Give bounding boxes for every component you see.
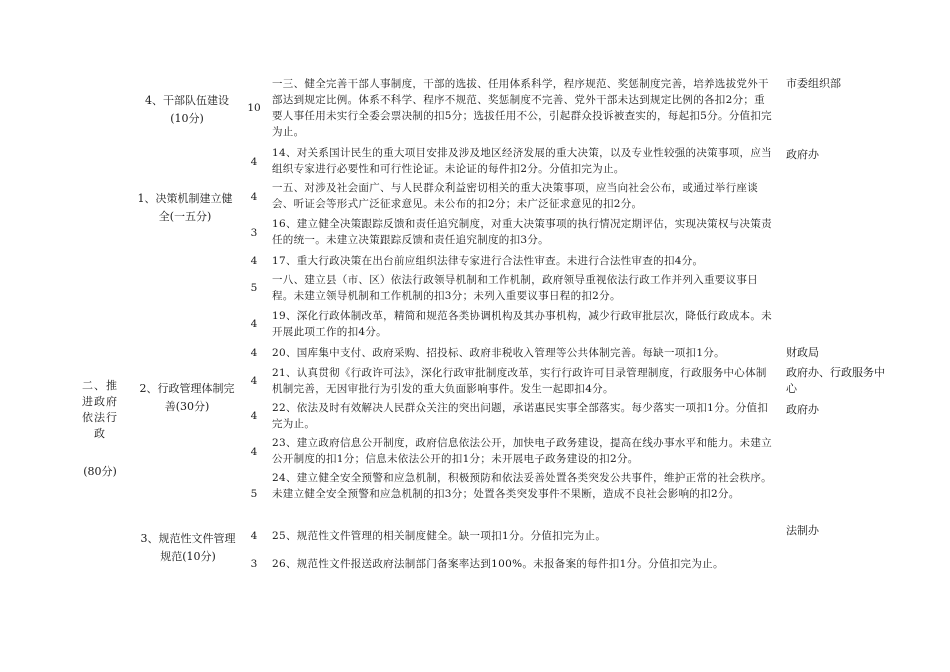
subcategory-name: 全(一五分) bbox=[158, 210, 212, 223]
subcategory-name: 3、规范性文件管理 bbox=[140, 532, 236, 545]
category-line: 依法行 bbox=[82, 411, 118, 424]
category-points: (80分) bbox=[83, 465, 117, 478]
criteria-item-22: 22、依法及时有效解决人民群众关注的突出问题，承诺惠民实事全部落实。每少落实一项扣1分。分值扣完为止。 bbox=[272, 402, 769, 430]
responsible-department: 法制办 bbox=[786, 524, 819, 537]
item-score: 3 bbox=[250, 227, 258, 239]
criteria-item-19: 19、深化行政体制改革，精简和规范各类协调机构及其办事机构，减少行政审批层次，降低行政成本。未开展此项工作的扣4分。 bbox=[272, 310, 772, 338]
category-line: 进政府 bbox=[82, 395, 118, 408]
responsible-department: 政府办 bbox=[786, 403, 819, 416]
criteria-item-23: 23、建立政府信息公开制度，政府信息依法公开，加快电子政务建设，提高在线办事水平和能力。未建立公开制度的扣1分；信息未依法公开的扣1分；未开展电子政务建设的扣2分。 bbox=[272, 437, 772, 465]
subcategory-points: (10分) bbox=[170, 112, 204, 125]
criteria-item-17: 17、重大行政决策在出台前应组织法律专家进行合法性审查。未进行合法性审查的扣4分。 bbox=[272, 255, 704, 267]
criteria-item-20: 20、国库集中支付、政府采购、招投标、政府非税收入管理等公共体制完善。每缺一项扣1分。 bbox=[272, 347, 725, 359]
responsible-department: 政府办 bbox=[786, 148, 819, 161]
subcategory-name: 善(30分) bbox=[164, 400, 210, 413]
subcategory-normative-docs bbox=[128, 530, 248, 566]
item-score: 4 bbox=[250, 347, 258, 359]
item-score: 4 bbox=[250, 375, 258, 387]
subcategory-name: 2、行政管理体制完 bbox=[139, 382, 235, 395]
subcategory-cadre-team bbox=[128, 92, 246, 128]
subcategory-points: 规范(10分) bbox=[160, 550, 216, 563]
criteria-item-18: 一八、建立县（市、区）依法行政领导机制和工作机制，政府领导重视依法行政工作并列入重要议事日程。未建立领导机制和工作机制的扣3分；未列入重要议事日程的扣2分。 bbox=[272, 274, 758, 302]
criteria-item-16: 16、建立健全决策跟踪反馈和责任追究制度，对重大决策事项的执行情况定期评估，实现决策权与决策责任的统一。未建立决策跟踪反馈和责任追究制度的扣3分。 bbox=[272, 218, 772, 246]
item-score: 4 bbox=[250, 255, 258, 267]
subcategory-decision-mechanism bbox=[124, 190, 246, 226]
responsible-department: 市委组织部 bbox=[786, 77, 841, 90]
criteria-item-25: 25、规范性文件管理的相关制度健全。缺一项扣1分。分值扣完为止。 bbox=[272, 530, 607, 542]
category-cell bbox=[74, 378, 126, 480]
criteria-item-26: 26、规范性文件报送政府法制部门备案率达到100%。未报备案的每件扣1分。分值扣完为止。 bbox=[272, 558, 724, 570]
subcategory-name: 1、决策机制建立健 bbox=[137, 192, 233, 205]
item-score: 4 bbox=[250, 318, 258, 330]
criteria-item-21: 21、认真贯彻《行政许可法》，深化行政审批制度改革，实行行政许可目录管理制度，行政服务中心体制机制完善，无因审批行为引发的重大负面影响事件。发生一起即扣4分。 bbox=[272, 367, 767, 395]
responsible-department: 财政局 bbox=[786, 346, 819, 359]
subcategory-name: 4、干部队伍建设 bbox=[145, 94, 229, 107]
item-score: 5 bbox=[250, 282, 258, 294]
subcategory-admin-system bbox=[128, 380, 246, 416]
criteria-item-15: 一五、对涉及社会面广、与人民群众利益密切相关的重大决策事项，应当向社会公布，或通过举行座谈会、听证会等形式广泛征求意见。未公布的扣2分；未广泛征求意见的扣2分。 bbox=[272, 182, 758, 210]
item-score: 4 bbox=[250, 156, 258, 168]
item-score: 10 bbox=[247, 102, 261, 114]
criteria-item-13: 一三、健全完善干部人事制度，干部的选拔、任用体系科学，程序规范、奖惩制度完善，培养选拔党外干部达到规定比例。体系不科学、程序不规范、奖惩制度不完善、党外干部未达到规定比例的各扣2分；重要人事任用未实行全委会票决制的扣5分；选拔任用不公，引起群众投诉被查实的，每起扣5分。分值扣完为止。 bbox=[272, 78, 772, 138]
item-score: 4 bbox=[250, 410, 258, 422]
category-line: 政 bbox=[94, 427, 106, 440]
criteria-item-24: 24、建立健全安全预警和应急机制，积极预防和依法妥善处置各类突发公共事件，维护正常的社会秩序。未建立健全安全预警和应急机制的扣3分；处置各类突发事件不果断，造成不良社会影响的扣2分。 bbox=[272, 472, 772, 500]
item-score: 4 bbox=[250, 446, 258, 458]
category-line: 二、推 bbox=[82, 379, 118, 392]
item-score: 5 bbox=[250, 488, 258, 500]
responsible-department: 政府办、行政服务中心 bbox=[786, 366, 885, 395]
item-score: 4 bbox=[250, 191, 258, 203]
item-score: 4 bbox=[250, 530, 258, 542]
criteria-item-14: 14、对关系国计民生的重大项目安排及涉及地区经济发展的重大决策，以及专业性较强的决策事项，应当组织专家进行必要性和可行性论证。未论证的每件扣2分。分值扣完为止。 bbox=[272, 147, 772, 175]
item-score: 3 bbox=[250, 558, 258, 570]
